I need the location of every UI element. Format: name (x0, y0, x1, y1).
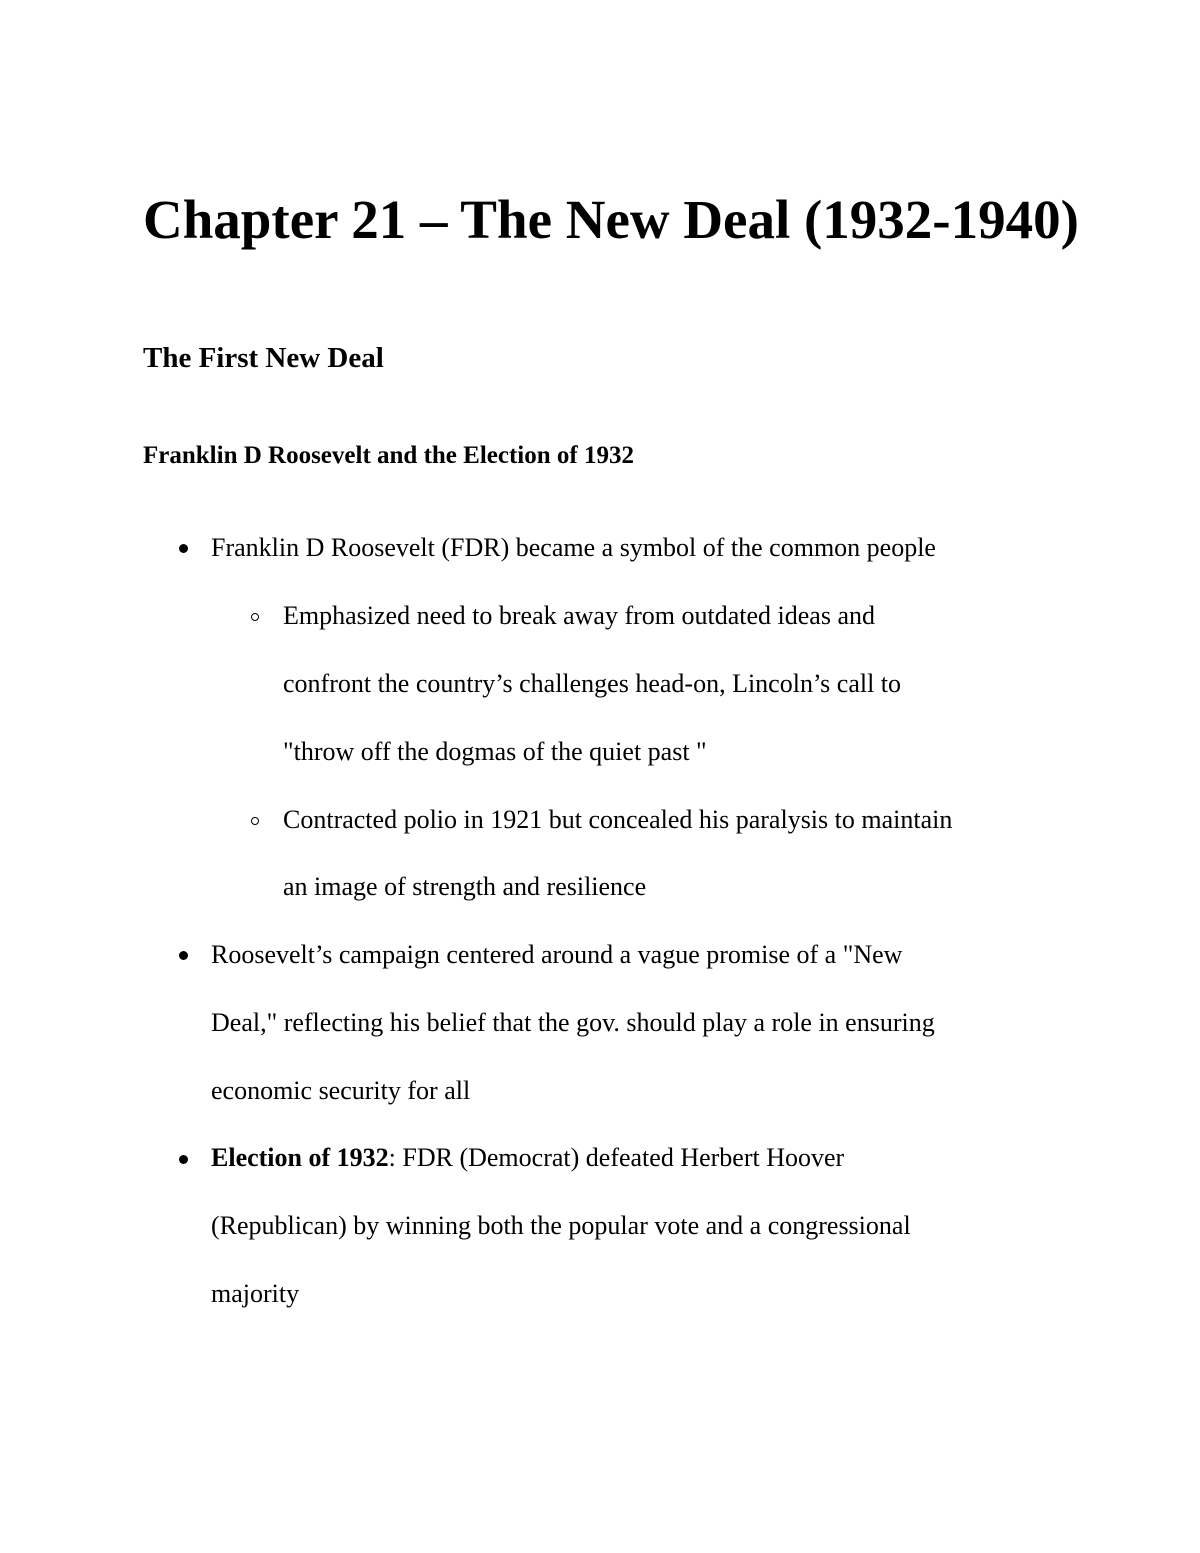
bullet-2-line-1: Roosevelt’s campaign centered around a vague promise of a "New (211, 940, 903, 969)
bullet-dot-icon (179, 1155, 188, 1164)
bullet-2-line-2: Deal," reflecting his belief that the gov. should play a role in ensuring (211, 1008, 935, 1037)
bullet-2-line-3: economic security for all (211, 1076, 471, 1105)
sub-bullet-2-line-1: Contracted polio in 1921 but concealed his paralysis to maintain (283, 805, 953, 834)
section-heading: The First New Deal (143, 342, 384, 374)
bullet-ring-icon (251, 613, 259, 621)
subsection-heading: Franklin D Roosevelt and the Election of 1932 (143, 442, 634, 469)
bullet-dot-icon (179, 544, 188, 553)
bullet-3-line-2: (Republican) by winning both the popular vote and a congressional (211, 1211, 911, 1240)
bullet-3-line-1-text: : FDR (Democrat) defeated Herbert Hoover (388, 1143, 845, 1172)
sub-bullet-1-line-3: "throw off the dogmas of the quiet past " (283, 737, 707, 766)
chapter-title: Chapter 21 – The New Deal (1932-1940) (143, 189, 1079, 250)
sub-bullet-1-line-1: Emphasized need to break away from outdated ideas and (283, 601, 875, 630)
sub-bullet-1-line-2: confront the country’s challenges head-on, Lincoln’s call to (283, 669, 902, 698)
bullet-ring-icon (251, 817, 259, 825)
bullet-3-line-3: majority (211, 1279, 300, 1308)
bullet-3-bold-lead: Election of 1932 (211, 1143, 389, 1172)
bullet-dot-icon (179, 951, 188, 960)
sub-bullet-2-line-2: an image of strength and resilience (283, 872, 647, 901)
bullet-3-line-1 (211, 1140, 844, 1176)
bullet-1-line-1: Franklin D Roosevelt (FDR) became a symbol of the common people (211, 533, 936, 562)
